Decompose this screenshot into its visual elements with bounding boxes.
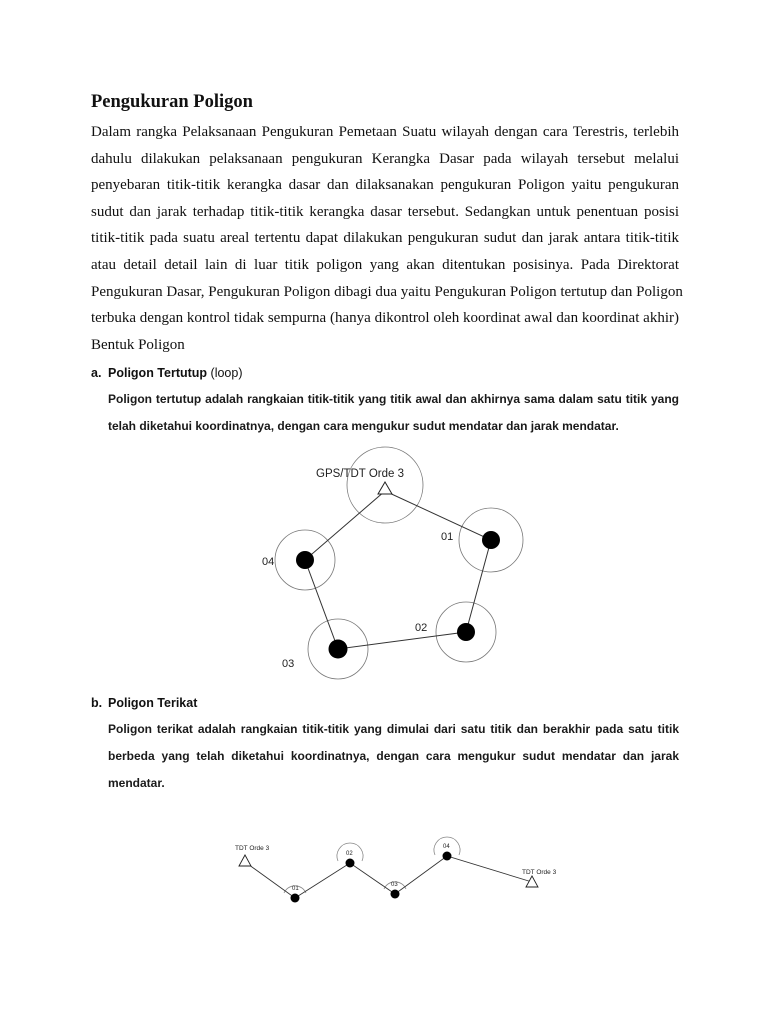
traverse-station-01-label: 01 (292, 886, 299, 892)
section-a-title-suffix: (loop) (207, 366, 243, 380)
end-control-triangle-icon (526, 876, 538, 887)
section-a-letter: a. (91, 366, 102, 380)
intro-line: Dalam rangka Pelaksanaan Pengukuran Pemetaan Suatu wilayah dengan cara Terestris, terlebih (91, 124, 679, 140)
traverse-station-03-label: 03 (391, 882, 398, 888)
station-02-label: 02 (415, 622, 428, 634)
intro-line: titik-titik pada suatu areal tertentu dapat dilakukan pengukuran sudut dan jarak antara titik-titik (91, 230, 679, 247)
traverse-station-03 (391, 890, 400, 899)
station-04-label: 04 (262, 556, 275, 568)
traverse-station-02-label: 02 (346, 851, 353, 857)
intro-line: Pengukuran Dasar, Pengukuran Poligon dibagi dua yaitu Pengukuran Poligon tertutup dan Poligon (91, 283, 683, 300)
intro-line: penyebaran titik-titik kerangka dasar dan dilaksanakan pengukuran Poligon yaitu pengukuran (91, 177, 679, 194)
intro-line: sudut dan jarak terhadap titik-titik kerangka dasar tersebut. Sedangkan untuk penentuan posisi (91, 203, 679, 220)
traverse-station-04 (443, 852, 452, 861)
start-control-triangle-icon (239, 855, 251, 866)
intro-line: dahulu dilakukan pelaksanaan pengukuran Kerangka Dasar pada wilayah tersebut melalui (91, 150, 679, 167)
section-a-line: telah diketahui koordinatnya, dengan cara mengukur sudut mendatar dan jarak mendatar. (108, 419, 619, 433)
section-b-title: Poligon Terikat (108, 696, 198, 710)
section-b-line: Poligon terikat adalah rangkaian titik-titik yang dimulai dari satu titik dan berakhir pada satu titik (108, 722, 679, 736)
intro-line: terbuka dengan kontrol tidak sempurna (hanya dikontrol oleh koordinat awal dan koordinat akhir) (91, 310, 679, 327)
section-a-line: Poligon tertutup adalah rangkaian titik-titik yang titik awal dan akhirnya sama dalam satu titik yang (108, 392, 679, 406)
control-point-label: GPS/TDT Orde 3 (316, 468, 404, 480)
section-b-line: berbeda yang telah diketahui koordinatnya, dengan cara mengukur sudut mendatar dan jarak (108, 749, 679, 763)
page-title: Pengukuran Poligon (91, 92, 253, 112)
end-control-label: TDT Orde 3 (522, 869, 557, 876)
traverse-lines (245, 856, 532, 898)
traverse-station-04-label: 04 (443, 844, 450, 850)
station-01-label: 01 (441, 531, 454, 543)
start-control-label: TDT Orde 3 (235, 845, 270, 852)
station-03-label: 03 (282, 658, 295, 670)
section-b-letter: b. (91, 696, 103, 710)
traverse-station-02 (346, 859, 355, 868)
intro-line: atau detail detail lain di luar titik poligon yang akan ditentukan posisinya. Pada Direktorat (91, 256, 679, 273)
bentuk-poligon-label: Bentuk Poligon (91, 337, 185, 353)
traverse-station-01 (291, 894, 300, 903)
section-a-title: Poligon Tertutup (108, 366, 208, 380)
section-b-line: mendatar. (108, 776, 165, 790)
